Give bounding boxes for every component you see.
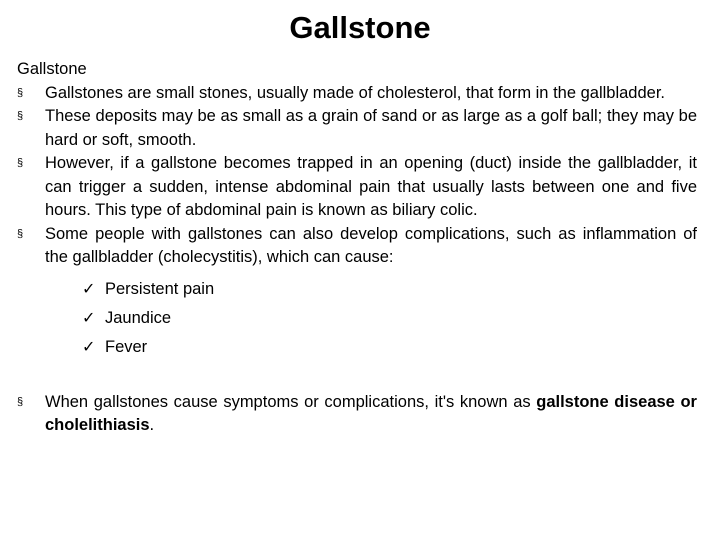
bullet-text: Gallstones are small stones, usually made of cholesterol, that form in the gallbladder. (45, 83, 665, 102)
bullet-text: When gallstones cause symptoms or complications, it's known as (45, 392, 537, 411)
complication-item (45, 275, 697, 304)
bullet-item (17, 105, 697, 152)
complication-text: Jaundice (105, 308, 172, 327)
subheading: Gallstone (17, 60, 87, 78)
complication-text: Fever (105, 337, 148, 356)
bullet-marker-icon: § (17, 110, 24, 122)
checkmark-icon: ✓ (82, 309, 96, 327)
slide-title: Gallstone (289, 10, 431, 45)
complication-item (45, 333, 697, 362)
spacer (45, 362, 697, 391)
bullet-text: These deposits may be as small as a grain of sand or as large as a golf ball; they may be hard or soft, smooth. (45, 107, 697, 149)
bullet-marker-icon: § (17, 395, 24, 408)
checkmark-icon: ✓ (82, 280, 96, 298)
complications-list (45, 275, 697, 362)
bullet-bold-term: gallstone disease or cholelithiasis (45, 392, 697, 434)
bullet-list (17, 82, 697, 438)
bullet-item (17, 223, 697, 391)
bullet-text: However, if a gallstone becomes trapped in an opening (duct) inside the gallbladder, it can trigger a sudden, intense abdominal pain that usually lasts between one and five hours. This type of abdominal pain is known as biliary colic. (45, 154, 697, 219)
bullet-marker-icon: § (17, 157, 24, 169)
bullet-end-punctuation: . (149, 416, 155, 434)
bullet-marker-icon: § (17, 86, 24, 99)
bullet-text: Some people with gallstones can also develop complications, such as inflammation of the gallbladder (cholecystitis), which can cause: (45, 224, 697, 266)
bullet-item (17, 391, 697, 438)
complication-item (45, 304, 697, 333)
slide-content (17, 58, 697, 438)
bullet-marker-icon: § (17, 227, 24, 240)
bullet-item (17, 82, 697, 106)
checkmark-icon: ✓ (82, 338, 96, 356)
bullet-item (17, 152, 697, 223)
complication-text: Persistent pain (105, 279, 215, 298)
